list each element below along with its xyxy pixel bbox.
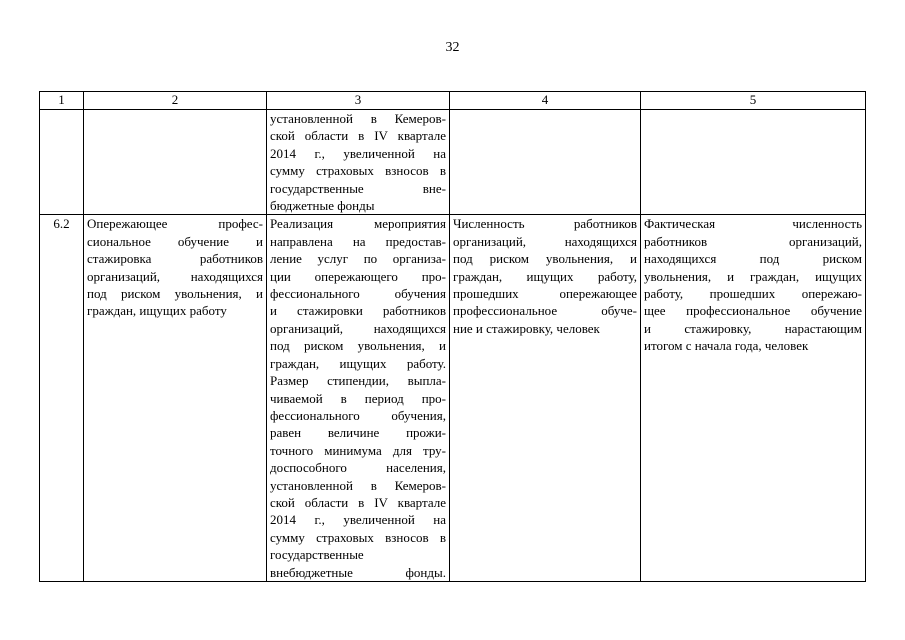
cell-line: находящихся под риском [644, 251, 862, 267]
table-row-6-2 [40, 215, 866, 582]
cell-line: фессионального обучения [270, 286, 446, 302]
cell-line: под риском увольнения, и [453, 251, 637, 267]
cell-line: 2014 г., увеличенной на [270, 512, 446, 528]
cell-line: увольнения, и граждан, ищущих [644, 268, 862, 284]
cell-line: прошедших опережающее [453, 286, 637, 302]
table-header-row [40, 92, 866, 110]
cell-line: организаций, находящихся [270, 320, 446, 336]
cell-line: точного минимума для тру- [270, 442, 446, 458]
cell-line: Опережающее профес- [87, 216, 263, 232]
cell-line: и стажировки работников [270, 303, 446, 319]
table-row-continuation [40, 110, 866, 215]
page-number: 32 [445, 40, 460, 55]
cell-line: ской области в IV квартале [270, 128, 446, 144]
cell-line: доспособного населения, [270, 460, 446, 476]
cell-line: граждан, ищущих работу [87, 303, 227, 319]
cell-line: 2014 г., увеличенной на [270, 145, 446, 161]
cell-line: щее профессиональное обучение [644, 303, 862, 319]
cell-line: сумму страховых взносов в [270, 163, 446, 179]
cell-line: стажировка работников [87, 251, 263, 267]
cell-line: организаций, находящихся [453, 233, 637, 249]
cell-line: и стажировку, нарастающим [644, 320, 862, 336]
header-cell-3: 3 [267, 92, 450, 110]
cell-line: граждан, ищущих работу. [270, 355, 446, 371]
cell-line: Реализация мероприятия [270, 216, 446, 232]
cell-method [641, 110, 866, 215]
cell-description [267, 110, 450, 215]
cell-line: сумму страховых взносов в [270, 529, 446, 545]
cell-line: граждан, ищущих работу, [453, 268, 637, 284]
cell-line: работу, прошедших опережаю- [644, 286, 862, 302]
cell-name [84, 110, 267, 215]
cell-number [40, 110, 84, 215]
cell-line: работников организаций, [644, 233, 862, 249]
cell-indicator [450, 215, 641, 582]
header-cell-4: 4 [450, 92, 641, 110]
cell-line: организаций, находящихся [87, 268, 263, 284]
cell-indicator [450, 110, 641, 215]
header-cell-2: 2 [84, 92, 267, 110]
header-cell-1: 1 [40, 92, 84, 110]
cell-line: установленной в Кемеров- [270, 111, 446, 126]
cell-line: установленной в Кемеров- [270, 477, 446, 493]
cell-description [267, 215, 450, 582]
cell-line: государственные вне- [270, 180, 446, 196]
cell-line: ление услуг по организа- [270, 251, 446, 267]
cell-line: направлена на предостав- [270, 233, 446, 249]
cell-line: Численность работников [453, 216, 637, 232]
cell-line: Фактическая численность [644, 216, 862, 232]
cell-method [641, 215, 866, 582]
cell-line: итогом с начала года, человек [644, 338, 809, 354]
indicators-table [39, 91, 866, 582]
cell-line: внебюджетные фонды. [270, 564, 446, 580]
cell-line: фессионального обучения, [270, 407, 446, 423]
cell-line: государственные [270, 547, 364, 563]
cell-line: бюджетные фонды [270, 198, 375, 214]
cell-line: сиональное обучение и [87, 233, 263, 249]
cell-line: профессиональное обуче- [453, 303, 637, 319]
header-cell-5: 5 [641, 92, 866, 110]
cell-name [84, 215, 267, 582]
cell-line: под риском увольнения, и [87, 286, 263, 302]
cell-line: ние и стажировку, человек [453, 320, 600, 336]
cell-line: ской области в IV квартале [270, 494, 446, 510]
cell-number: 6.2 [40, 215, 84, 582]
cell-line: Размер стипендии, выпла- [270, 373, 446, 389]
cell-line: под риском увольнения, и [270, 338, 446, 354]
cell-line: чиваемой в период про- [270, 390, 446, 406]
cell-line: равен величине прожи- [270, 425, 446, 441]
cell-line: ции опережающего про- [270, 268, 446, 284]
